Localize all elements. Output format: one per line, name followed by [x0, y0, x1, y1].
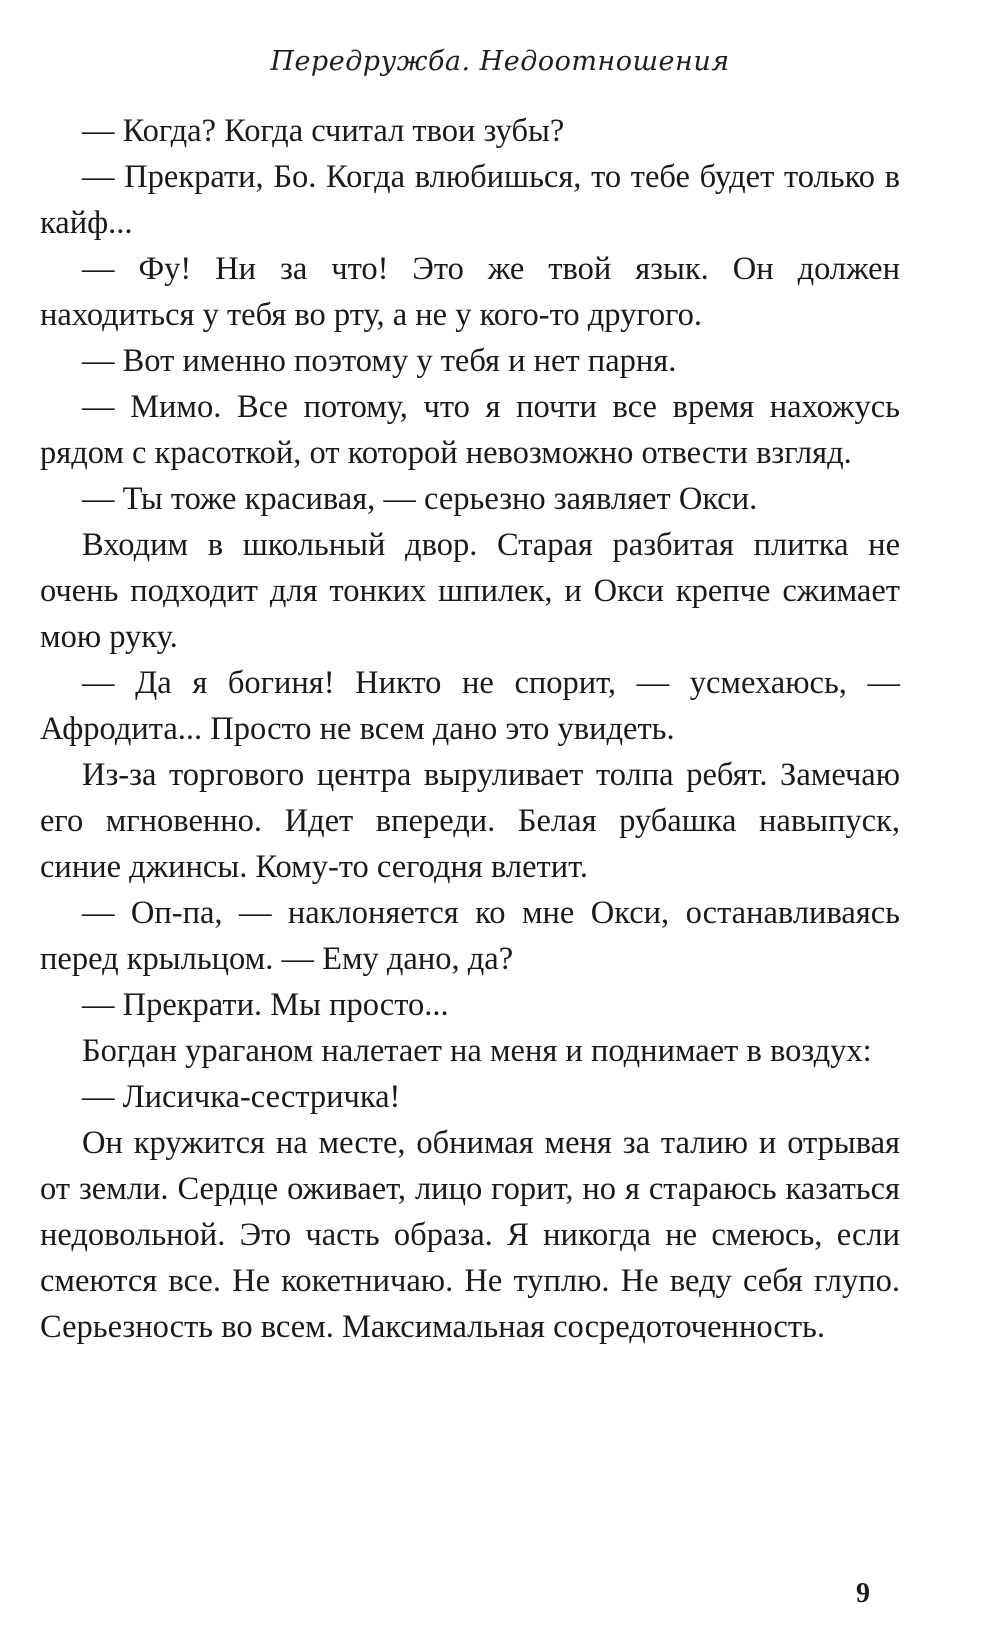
- paragraph: — Фу! Ни за что! Это же твой язык. Он должен находиться у тебя во рту, а не у кого-то другого.: [40, 251, 900, 333]
- paragraph: — Вот именно поэтому у тебя и нет парня.: [82, 343, 677, 379]
- paragraph: — Прекрати, Бо. Когда влюбишься, то тебе будет только в кайф...: [40, 159, 900, 241]
- body-text: [40, 108, 900, 1350]
- paragraph: — Мимо. Все потому, что я почти все время нахожусь рядом с красоткой, от которой невозможно отвести взгляд.: [40, 389, 900, 471]
- paragraph: — Ты тоже красивая, — серьезно заявляет Окси.: [82, 481, 758, 517]
- page-number: 9: [856, 1578, 870, 1609]
- paragraph: Богдан ураганом налетает на меня и поднимает в воздух:: [82, 1033, 872, 1069]
- paragraph: — Прекрати. Мы просто...: [82, 987, 449, 1023]
- running-header: Передружба. Недоотношения: [270, 46, 730, 77]
- paragraph: — Когда? Когда считал твои зубы?: [82, 113, 565, 149]
- paragraph: Он кружится на месте, обнимая меня за талию и отрывая от земли. Сердце оживает, лицо горит, но я стараюсь казаться недовольной. Это часть образа. Я никогда не смеюсь, если смеются все. Не кокетничаю. Не туплю. Не веду себя глупо. Серьезность во всем. Максимальная сосредоточенность.: [40, 1125, 900, 1345]
- paragraph: — Да я богиня! Никто не спорит, — усмехаюсь, — Афродита... Просто не всем дано это увидеть.: [40, 665, 900, 747]
- paragraph: Входим в школьный двор. Старая разбитая плитка не очень подходит для тонких шпилек, и Окси крепче сжимает мою руку.: [40, 527, 900, 655]
- paragraph: Из-за торгового центра выруливает толпа ребят. Замечаю его мгновенно. Идет впереди. Белая рубашка навыпуск, синие джинсы. Кому-то сегодня влетит.: [40, 757, 900, 885]
- paragraph: — Лисичка-сестричка!: [82, 1079, 401, 1115]
- paragraph: — Оп-па, — наклоняется ко мне Окси, останавливаясь перед крыльцом. — Ему дано, да?: [40, 895, 900, 977]
